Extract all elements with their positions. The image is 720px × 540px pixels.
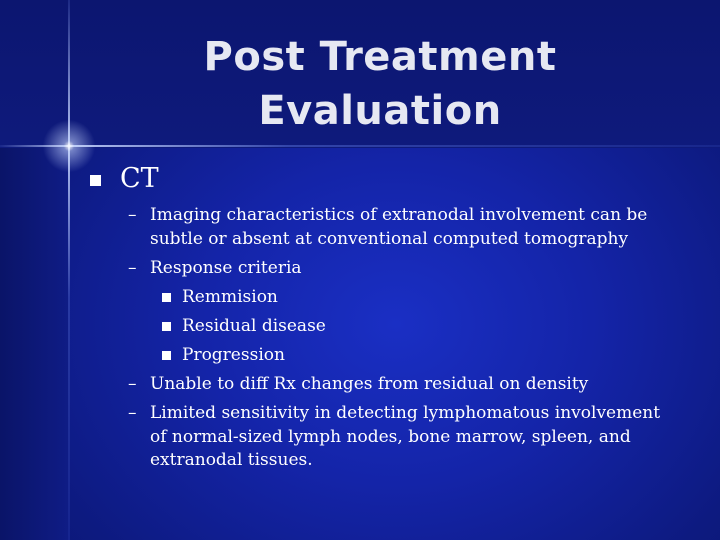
slide-title: Post Treatment Evaluation — [203, 34, 557, 134]
dash-bullet: – — [128, 374, 137, 394]
dash-bullet: – — [128, 258, 137, 278]
list-item-text: Imaging characteristics of extranodal involvement can be subtle or absent at conventional computed tomography — [150, 205, 648, 249]
list-item-text: Unable to diff Rx changes from residual on density — [150, 374, 589, 394]
dash-bullet: – — [128, 403, 137, 423]
left-band — [0, 148, 70, 540]
square-bullet-icon — [162, 351, 171, 360]
square-bullet-icon — [162, 322, 171, 331]
square-bullet-icon — [162, 293, 171, 302]
horizontal-accent-line — [0, 145, 720, 147]
list-item-text: Response criteria — [150, 258, 302, 278]
star-sparkle-icon — [38, 115, 100, 177]
sub-list-item-text: Remmision — [182, 287, 278, 307]
vertical-accent-line — [68, 0, 70, 540]
main-bullet-label: CT — [120, 163, 159, 194]
list-item-text: Limited sensitivity in detecting lymphomatous involvement of normal-sized lymph nodes, bone marrow, spleen, and extranodal tissues. — [150, 403, 661, 470]
dash-bullet: – — [128, 205, 137, 225]
sub-list-item-text: Residual disease — [182, 316, 326, 336]
square-bullet-icon — [90, 175, 101, 186]
sub-list-item-text: Progression — [182, 345, 285, 365]
